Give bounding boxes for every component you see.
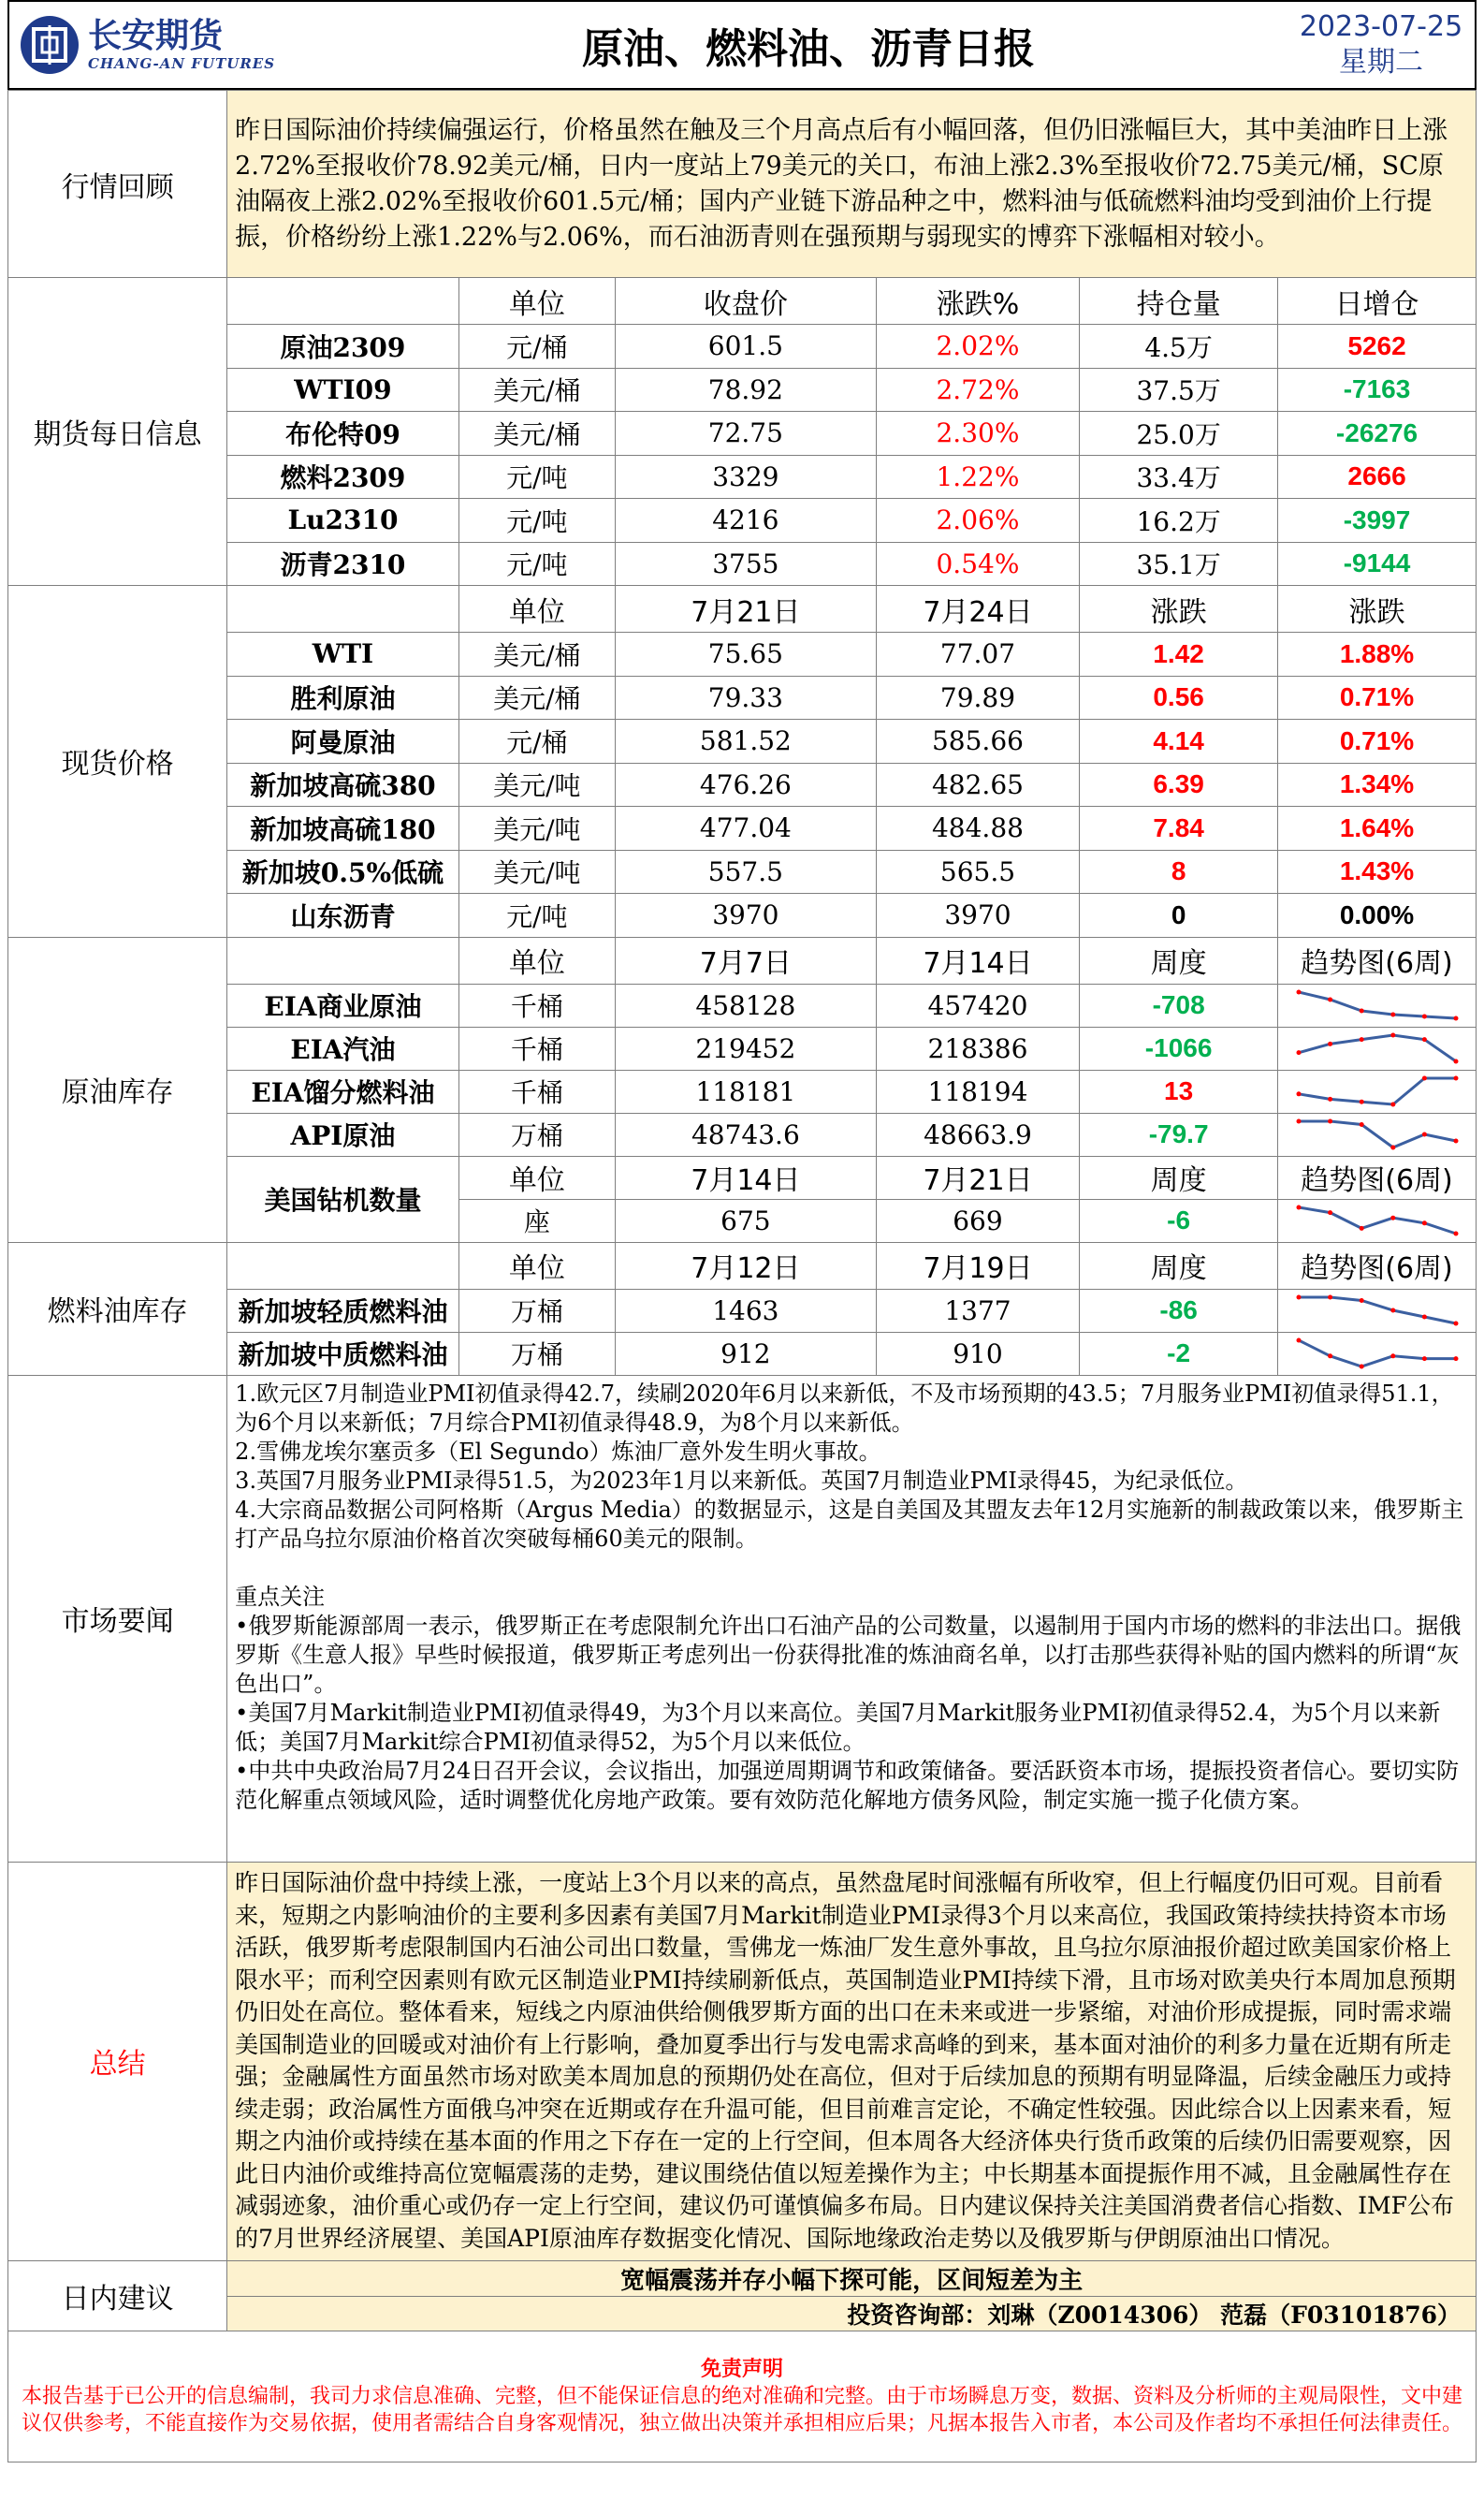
news-item: 1.欧元区7月制造业PMI初值录得42.7，续刷2020年6月以来新低，不及市场预期的43.5；7月服务业PMI初值录得51.1，为6个月以来新低；7月综合PMI初值录得48.9，为8个月以来新低。: [235, 1380, 1454, 1436]
focus-item: •美国7月Markit制造业PMI初值录得49，为3个月以来高位。美国7月Markit服务业PMI初值录得52.4，为5个月以来新低；美国7月Markit综合PMI初值录得52，为5个月以来低位。: [235, 1699, 1441, 1755]
trend-point: [1296, 1338, 1301, 1343]
table-row: [8, 984, 1477, 1027]
inventory-name: 新加坡中质燃料油: [227, 1332, 459, 1375]
contract-name: 布伦特09: [227, 412, 459, 456]
value-week2: 910: [876, 1332, 1079, 1375]
unit: 千桶: [458, 984, 615, 1027]
price-day1: 3970: [615, 894, 876, 938]
table-row: [8, 1070, 1477, 1113]
trend-point: [1390, 1013, 1395, 1017]
trend-line: [1299, 1207, 1456, 1234]
trend-point: [1453, 1060, 1458, 1064]
futures-label: 期货每日信息: [8, 278, 227, 586]
trend-point: [1453, 1322, 1458, 1326]
change-pct: 1.88%: [1278, 633, 1477, 677]
disclaimer-text: 本报告基于已公开的信息编制，我司力求信息准确、完整，但不能保证信息的绝对准确和完整。由于市场瞬息万变，数据、资料及分析师的主观局限性，文中建议仅供参考，不能直接作为交易依据，使用者需结合自身客观情况，独立做出决策并承担相应后果；凡据本报告入市者，本公司及作者均不承担任何法律责任。: [21, 2384, 1462, 2435]
trend-sparkline: [1293, 986, 1462, 1024]
futures-header: 日增仓: [1278, 278, 1477, 325]
futures-header: 收盘价: [615, 278, 876, 325]
trend-point: [1390, 1103, 1395, 1107]
close-price: 601.5: [615, 325, 876, 369]
disclaimer: [8, 2331, 1477, 2462]
contract-name: WTI09: [227, 368, 459, 412]
inventory-name: EIA商业原油: [227, 984, 459, 1027]
crude-inventory-header: 趋势图(6周): [1278, 937, 1477, 984]
change: 6.39: [1080, 763, 1278, 807]
trend-point: [1328, 1210, 1332, 1215]
close-price: 78.92: [615, 368, 876, 412]
value-week1: 1463: [615, 1289, 876, 1332]
table-row: [8, 763, 1477, 807]
spot-name: 新加坡高硫180: [227, 807, 459, 851]
trend-point: [1359, 1100, 1363, 1104]
logo: [9, 16, 329, 74]
contract-name: 原油2309: [227, 325, 459, 369]
trend-point: [1359, 1009, 1363, 1014]
daily-oi-change: -26276: [1278, 412, 1477, 456]
trend-point: [1296, 1295, 1301, 1300]
rig-header: 7月14日: [615, 1156, 876, 1199]
rig-header: 单位: [458, 1156, 615, 1199]
trend-point: [1296, 1091, 1301, 1096]
unit: 元/桶: [458, 720, 615, 764]
fuel-inventory-header: 7月12日: [615, 1242, 876, 1289]
change-pct: 0.71%: [1278, 676, 1477, 720]
rig-header: 趋势图(6周): [1278, 1156, 1477, 1199]
disclaimer-title: 免责声明: [700, 2356, 783, 2381]
date-text: 2023-07-25: [1299, 10, 1463, 43]
inventory-name: 新加坡轻质燃料油: [227, 1289, 459, 1332]
change-pct: 2.06%: [876, 499, 1079, 543]
change: 0.56: [1080, 676, 1278, 720]
trend-point: [1296, 1050, 1301, 1055]
trend-line: [1299, 1078, 1456, 1104]
change: 0: [1080, 894, 1278, 938]
futures-header: 涨跌%: [876, 278, 1079, 325]
news-label: 市场要闻: [8, 1375, 227, 1862]
crude-inventory-header: 周度: [1080, 937, 1278, 984]
change-pct: 1.34%: [1278, 763, 1477, 807]
logo-cn: 长安期货: [88, 17, 224, 55]
trend-point: [1453, 1016, 1458, 1021]
change-pct: 1.43%: [1278, 850, 1477, 894]
price-day2: 482.65: [876, 763, 1079, 807]
weekly-change: -6: [1080, 1199, 1278, 1242]
price-day2: 79.89: [876, 676, 1079, 720]
crude-inventory-section: [8, 937, 1477, 1242]
fuel-inventory-section: [8, 1242, 1477, 1375]
logo-icon: [21, 16, 79, 74]
report-page: [7, 0, 1477, 2462]
change-pct: 2.30%: [876, 412, 1079, 456]
spot-header: 单位: [458, 586, 615, 633]
review-label: 行情回顾: [8, 91, 227, 278]
contract-name: Lu2310: [227, 499, 459, 543]
report-title: 原油、燃料油、沥青日报: [582, 25, 1035, 73]
close-price: 3329: [615, 455, 876, 499]
table-row: [8, 542, 1477, 586]
trend-point: [1453, 1356, 1458, 1361]
unit: 美元/桶: [458, 633, 615, 677]
table-row: [8, 807, 1477, 851]
price-day1: 581.52: [615, 720, 876, 764]
trend-point: [1390, 1146, 1395, 1150]
spot-header: 7月21日: [615, 586, 876, 633]
unit: 美元/吨: [458, 807, 615, 851]
trend-point: [1328, 1097, 1332, 1102]
open-interest: 25.0万: [1080, 412, 1278, 456]
trend-point: [1328, 1295, 1332, 1300]
weekday-text: 星期二: [1339, 46, 1423, 79]
unit: 万桶: [458, 1113, 615, 1156]
spot-name: 新加坡0.5%低硫: [227, 850, 459, 894]
fuel-inventory-header: 单位: [458, 1242, 615, 1289]
unit: 美元/桶: [458, 368, 615, 412]
trend-line: [1299, 1297, 1456, 1323]
trend-chart: [1278, 1070, 1477, 1113]
value-week2: 118194: [876, 1070, 1079, 1113]
price-day2: 484.88: [876, 807, 1079, 851]
unit: 千桶: [458, 1027, 615, 1070]
trend-point: [1421, 1076, 1426, 1081]
rig-header: 周度: [1080, 1156, 1278, 1199]
spot-label: 现货价格: [8, 586, 227, 938]
crude-inventory-header-blank: [227, 937, 459, 984]
futures-header: 持仓量: [1080, 278, 1278, 325]
trend-point: [1390, 1033, 1395, 1038]
trend-line: [1299, 992, 1456, 1018]
trend-point: [1296, 990, 1301, 995]
fuel-inventory-header: 趋势图(6周): [1278, 1242, 1477, 1289]
focus-item: •俄罗斯能源部周一表示，俄罗斯正在考虑限制允许出口石油产品的公司数量，以遏制用于国内市场的燃料的非法出口。据俄罗斯《生意人报》早些时候报道，俄罗斯正考虑列出一份获得批准的炼油商名单，以打击那些获得补贴的国内燃料的所谓“灰色出口”。: [235, 1612, 1462, 1697]
fuel-inventory-label: 燃料油库存: [8, 1242, 227, 1375]
futures-header: 单位: [458, 278, 615, 325]
weekly-change: 13: [1080, 1070, 1278, 1113]
fuel-inventory-header: 周度: [1080, 1242, 1278, 1289]
trend-point: [1328, 1353, 1332, 1358]
spot-header: 7月24日: [876, 586, 1079, 633]
trend-point: [1359, 1298, 1363, 1303]
trend-sparkline: [1293, 1030, 1462, 1067]
spot-name: 山东沥青: [227, 894, 459, 938]
unit: 元/吨: [458, 499, 615, 543]
table-row: [8, 455, 1477, 499]
trend-sparkline: [1293, 1292, 1462, 1329]
trend-point: [1296, 1119, 1301, 1124]
change-pct: 2.72%: [876, 368, 1079, 412]
price-day1: 557.5: [615, 850, 876, 894]
open-interest: 4.5万: [1080, 325, 1278, 369]
trend-point: [1421, 1133, 1426, 1137]
news-item: 2.雪佛龙埃尔塞贡多（El Segundo）炼油厂意外发生明火事故。: [235, 1438, 881, 1465]
change-pct: 0.00%: [1278, 894, 1477, 938]
unit: 美元/桶: [458, 676, 615, 720]
close-price: 3755: [615, 542, 876, 586]
trend-point: [1328, 998, 1332, 1002]
trend-line: [1299, 1035, 1456, 1061]
table-row: [8, 676, 1477, 720]
open-interest: 37.5万: [1080, 368, 1278, 412]
crude-inventory-header: 单位: [458, 937, 615, 984]
trend-point: [1359, 1365, 1363, 1369]
open-interest: 35.1万: [1080, 542, 1278, 586]
trend-chart: [1278, 984, 1477, 1027]
table-row: [8, 499, 1477, 543]
trend-point: [1421, 1037, 1426, 1042]
unit: 万桶: [458, 1332, 615, 1375]
trend-line: [1299, 1340, 1456, 1366]
price-day2: 565.5: [876, 850, 1079, 894]
change-pct: 0.71%: [1278, 720, 1477, 764]
weekly-change: -79.7: [1080, 1113, 1278, 1156]
table-row: [8, 894, 1477, 938]
rig-header: 7月21日: [876, 1156, 1079, 1199]
trend-point: [1390, 1353, 1395, 1358]
contract-name: 燃料2309: [227, 455, 459, 499]
change: 4.14: [1080, 720, 1278, 764]
review-text: 昨日国际油价持续偏强运行，价格虽然在触及三个月高点后有小幅回落，但仍旧涨幅巨大，其中美油昨日上涨2.72%至报收价78.92美元/桶，日内一度站上79美元的关口，布油上涨2.3%至报收价72.75美元/桶，SC原油隔夜上涨2.02%至报收价601.5元/桶；国内产业链下游品种之中，燃料油与低硫燃料油均受到油价上行提振，价格纷纷上涨1.22%与2.06%，而石油沥青则在强预期与弱现实的博弈下涨幅相对较小。: [227, 91, 1477, 278]
change: 1.42: [1080, 633, 1278, 677]
weekly-change: -2: [1080, 1332, 1278, 1375]
trend-point: [1328, 1042, 1332, 1046]
price-day1: 476.26: [615, 763, 876, 807]
open-interest: 33.4万: [1080, 455, 1278, 499]
trend-point: [1390, 1308, 1395, 1313]
trend-point: [1421, 1356, 1426, 1361]
trend-chart: [1278, 1289, 1477, 1332]
value-week2: 669: [876, 1199, 1079, 1242]
unit: 元/吨: [458, 455, 615, 499]
value-week2: 48663.9: [876, 1113, 1079, 1156]
change-pct: 2.02%: [876, 325, 1079, 369]
table-row: [8, 325, 1477, 369]
trend-point: [1421, 1220, 1426, 1225]
value-week1: 675: [615, 1199, 876, 1242]
trend-sparkline: [1293, 1116, 1462, 1153]
logo-en: CHANG-AN FUTURES: [88, 55, 276, 72]
trend-chart: [1278, 1199, 1477, 1242]
spot-name: 新加坡高硫380: [227, 763, 459, 807]
trend-point: [1453, 1232, 1458, 1236]
table-row: [8, 1113, 1477, 1156]
daily-oi-change: 5262: [1278, 325, 1477, 369]
trend-line: [1299, 1121, 1456, 1147]
price-day2: 77.07: [876, 633, 1079, 677]
unit: 元/吨: [458, 542, 615, 586]
change: 7.84: [1080, 807, 1278, 851]
price-day2: 3970: [876, 894, 1079, 938]
trend-point: [1359, 1037, 1363, 1042]
focus-title: 重点关注: [235, 1583, 326, 1610]
value-week1: 118181: [615, 1070, 876, 1113]
crude-inventory-header: 7月14日: [876, 937, 1079, 984]
unit: 美元/吨: [458, 850, 615, 894]
unit: 美元/桶: [458, 412, 615, 456]
trend-sparkline: [1293, 1073, 1462, 1110]
focus-item: •中共中央政治局7月24日召开会议，会议指出，加强逆周期调节和政策储备。要活跃资本市场，提振投资者信心。要切实防范化解重点领域风险，适时调整优化房地产政策。要有效防范化解地方债务风险，制定实施一揽子化债方案。: [235, 1757, 1460, 1813]
table-row: [8, 850, 1477, 894]
table-row: [8, 1289, 1477, 1332]
news-content: [227, 1375, 1477, 1862]
table-row: [8, 1332, 1477, 1375]
advisor-line: 投资咨询部：刘琳（Z0014306） 范磊（F03101876）: [227, 2296, 1477, 2331]
inventory-name: API原油: [227, 1113, 459, 1156]
report-table: [7, 90, 1477, 2462]
intraday-label: 日内建议: [8, 2260, 227, 2331]
report-header: [7, 0, 1477, 90]
inventory-name: EIA馏分燃料油: [227, 1070, 459, 1113]
change-pct: 0.54%: [876, 542, 1079, 586]
value-week1: 48743.6: [615, 1113, 876, 1156]
table-row: [8, 368, 1477, 412]
spot-header: 涨跌: [1278, 586, 1477, 633]
value-week1: 219452: [615, 1027, 876, 1070]
rig-count-name: 美国钻机数量: [227, 1156, 459, 1242]
trend-point: [1421, 1315, 1426, 1320]
weekly-change: -1066: [1080, 1027, 1278, 1070]
trend-point: [1453, 1139, 1458, 1144]
table-row: [8, 1027, 1477, 1070]
crude-inventory-header: 7月7日: [615, 937, 876, 984]
trend-sparkline: [1293, 1202, 1462, 1239]
trend-point: [1453, 1076, 1458, 1081]
table-row: [8, 412, 1477, 456]
value-week1: 912: [615, 1332, 876, 1375]
daily-oi-change: -9144: [1278, 542, 1477, 586]
futures-section: [8, 278, 1477, 586]
value-week2: 218386: [876, 1027, 1079, 1070]
trend-point: [1328, 1119, 1332, 1124]
unit: 千桶: [458, 1070, 615, 1113]
trend-point: [1390, 1216, 1395, 1220]
spot-name: WTI: [227, 633, 459, 677]
unit: 座: [458, 1199, 615, 1242]
unit: 美元/吨: [458, 763, 615, 807]
trend-point: [1359, 1122, 1363, 1127]
report-date: [1288, 9, 1475, 80]
trend-sparkline: [1293, 1335, 1462, 1372]
value-week1: 458128: [615, 984, 876, 1027]
news-item: 4.大宗商品数据公司阿格斯（Argus Media）的数据显示，这是自美国及其盟友去年12月实施新的制裁政策以来，俄罗斯主打产品乌拉尔原油价格首次突破每桶60美元的限制。: [235, 1496, 1464, 1552]
news-item: 3.英国7月服务业PMI录得51.5，为2023年1月以来新低。英国7月制造业PMI录得45，为纪录低位。: [235, 1467, 1248, 1494]
price-day1: 79.33: [615, 676, 876, 720]
table-row: [8, 720, 1477, 764]
close-price: 4216: [615, 499, 876, 543]
fuel-inventory-header: 7月19日: [876, 1242, 1079, 1289]
spot-header: 涨跌: [1080, 586, 1278, 633]
trend-point: [1359, 1226, 1363, 1231]
close-price: 72.75: [615, 412, 876, 456]
futures-header-blank: [227, 278, 459, 325]
value-week2: 457420: [876, 984, 1079, 1027]
trend-chart: [1278, 1113, 1477, 1156]
trend-chart: [1278, 1027, 1477, 1070]
unit: 元/吨: [458, 894, 615, 938]
price-day1: 477.04: [615, 807, 876, 851]
trend-point: [1296, 1206, 1301, 1210]
spot-header-blank: [227, 586, 459, 633]
spot-name: 阿曼原油: [227, 720, 459, 764]
price-day1: 75.65: [615, 633, 876, 677]
change: 8: [1080, 850, 1278, 894]
spot-section: [8, 586, 1477, 938]
daily-oi-change: 2666: [1278, 455, 1477, 499]
spot-name: 胜利原油: [227, 676, 459, 720]
inventory-name: EIA汽油: [227, 1027, 459, 1070]
daily-oi-change: -3997: [1278, 499, 1477, 543]
daily-oi-change: -7163: [1278, 368, 1477, 412]
table-row: [8, 633, 1477, 677]
change-pct: 1.64%: [1278, 807, 1477, 851]
fuel-inventory-header-blank: [227, 1242, 459, 1289]
trend-point: [1421, 1015, 1426, 1019]
price-day2: 585.66: [876, 720, 1079, 764]
change-pct: 1.22%: [876, 455, 1079, 499]
intraday-advice: 宽幅震荡并存小幅下探可能，区间短差为主: [227, 2260, 1477, 2296]
summary-text: 昨日国际油价盘中持续上涨，一度站上3个月以来的高点，虽然盘尾时间涨幅有所收窄，但上行幅度仍旧可观。目前看来，短期之内影响油价的主要利多因素有美国7月Markit制造业PMI录得3个月以来高位，我国政策持续扶持资本市场活跃，俄罗斯考虑限制国内石油公司出口数量，雪佛龙一炼油厂发生意外事故，且乌拉尔原油报价超过欧美国家价格上限水平；而利空因素则有欧元区制造业PMI持续刷新低点，英国制造业PMI持续下滑，且市场对欧美央行本周加息预期仍旧处在高位。整体看来，短线之内原油供给侧俄罗斯方面的出口在未来或进一步紧缩，对油价形成提振，同时需求端美国制造业的回暖或对油价有上行影响，叠加夏季出行与发电需求高峰的到来，基本面对油价的利多力量在近期有所走强；金融属性方面虽然市场对欧美本周加息的预期仍处在高位，但对于后续加息的预期有明显降温，后续金融压力或持续走弱；政治属性方面俄乌冲突在近期或存在升温可能，但目前难言定论，不确定性较强。因此综合以上因素来看，短期之内油价或持续在基本面的作用之下存在一定的上行空间，但本周各大经济体央行货币政策的后续仍旧需要观察，因此日内油价或维持高位宽幅震荡的走势，建议围绕估值以短差操作为主；中长期基本面提振作用不减，且金融属性存在减弱迹象，油价重心或仍存一定上行空间，建议仍可谨慎偏多布局。日内建议保持关注美国消费者信心指数、IMF公布的7月世界经济展望、美国API原油库存数据变化情况、国际地缘政治走势以及俄罗斯与伊朗原油出口情况。: [227, 1862, 1477, 2260]
weekly-change: -86: [1080, 1289, 1278, 1332]
value-week2: 1377: [876, 1289, 1079, 1332]
unit: 元/桶: [458, 325, 615, 369]
summary-label: 总结: [8, 1862, 227, 2260]
open-interest: 16.2万: [1080, 499, 1278, 543]
trend-chart: [1278, 1332, 1477, 1375]
crude-inventory-label: 原油库存: [8, 937, 227, 1242]
weekly-change: -708: [1080, 984, 1278, 1027]
contract-name: 沥青2310: [227, 542, 459, 586]
unit: 万桶: [458, 1289, 615, 1332]
